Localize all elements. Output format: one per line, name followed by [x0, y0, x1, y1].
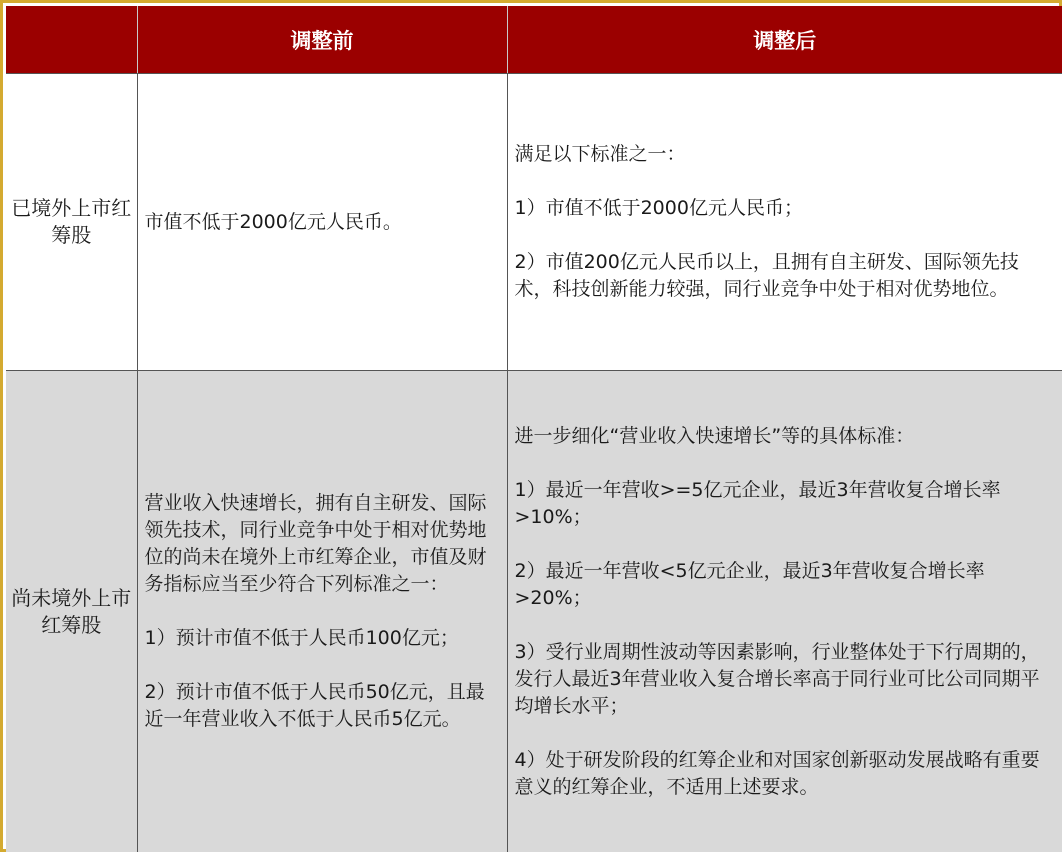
header-before: 调整前 [137, 6, 507, 74]
cell-paragraph: 1）市值不低于2000亿元人民币； [514, 197, 803, 219]
row-label-text: 尚未境外上市红筹股 [11, 585, 132, 637]
cell-paragraph: 1）最近一年营收>=5亿元企业，最近3年营收复合增长率>10%； [514, 478, 1001, 528]
cell-before [137, 371, 507, 852]
cell-paragraph: 1）预计市值不低于人民币100亿元； [144, 627, 459, 649]
table-row [6, 371, 1062, 852]
cell-paragraph: 4）处于研发阶段的红筹企业和对国家创新驱动发展战略有重要意义的红筹企业，不适用上述要求。 [514, 748, 1040, 798]
header-after: 调整后 [507, 6, 1062, 74]
cell-paragraph: 营业收入快速增长，拥有自主研发、国际领先技术，同行业竞争中处于相对优势地位的尚未在境外上市红筹企业，市值及财务指标应当至少符合下列标准之一： [144, 492, 487, 595]
comparison-table [6, 6, 1062, 852]
table-header-row [6, 6, 1062, 74]
cell-after [507, 74, 1062, 371]
cell-paragraph: 2）市值200亿元人民币以上，且拥有自主研发、国际领先技术，科技创新能力较强，同行业竞争中处于相对优势地位。 [514, 251, 1019, 300]
cell-paragraph: 满足以下标准之一： [514, 143, 686, 165]
row-label-text: 已境外上市红筹股 [11, 196, 132, 247]
header-empty-cell [6, 6, 137, 74]
row-label [6, 371, 137, 852]
cell-paragraph: 3）受行业周期性波动等因素影响，行业整体处于下行周期的，发行人最近3年营业收入复合增长率高于同行业可比公司同期平均增长水平； [514, 640, 1040, 717]
cell-paragraph: 市值不低于2000亿元人民币。 [144, 210, 402, 233]
cell-paragraph: 进一步细化“营业收入快速增长”等的具体标准： [514, 424, 915, 447]
cell-paragraph: 2）最近一年营收<5亿元企业，最近3年营收复合增长率>20%； [514, 559, 985, 609]
row-label [6, 74, 137, 371]
cell-before [137, 74, 507, 371]
table-row [6, 74, 1062, 371]
cell-after [507, 371, 1062, 852]
cell-paragraph: 2）预计市值不低于人民币50亿元，且最近一年营业收入不低于人民币5亿元。 [144, 681, 485, 730]
